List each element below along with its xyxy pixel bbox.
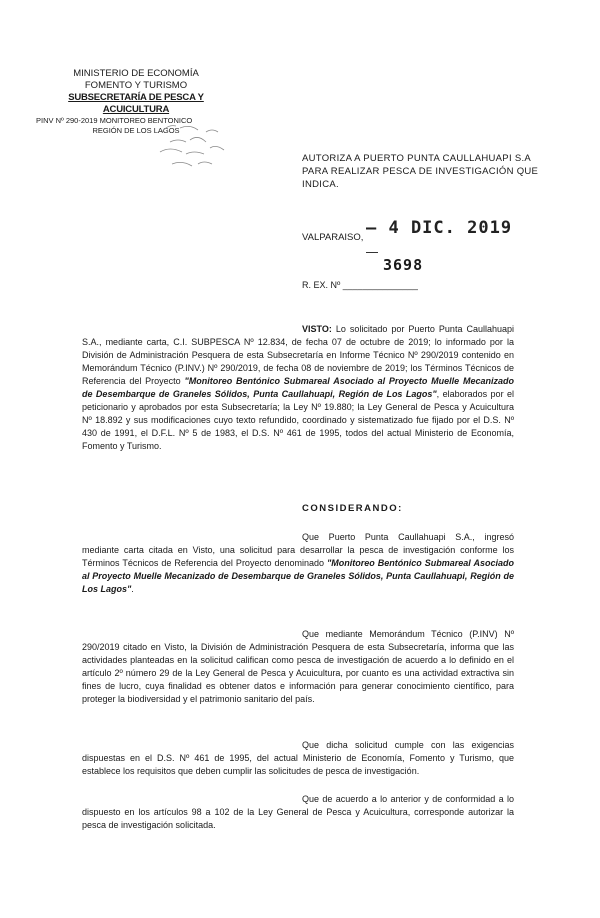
file-reference: PINV Nº 290-2019 MONITOREO BENTONICO [36,116,193,125]
considerando-paragraph-1 [82,531,514,596]
visto-paragraph [82,323,514,453]
considerando-paragraph-2 [82,628,514,706]
p2-text: Que mediante Memorándum Técnico (P.INV) Nº 290/2019 citado en Visto, la División de Administración Pesquera de esta Subsecretaría, informa que las actividades planteadas en la solicitud califican como pesca de investigación de acuerdo a lo definido en el artículo 2º número 29 de la Ley General de Pesca y Acuicultura, por cuanto es una actividad extractiva sin fines de lucro, cuya finalidad es obtener datos e información para generar conocimiento científico, para proteger la biodiversidad y el patrimonio sanitario del país. [82,629,514,704]
visto-label: VISTO: [302,324,332,334]
resolution-number: 3698 [383,256,424,274]
visto-text-2: , elaborados por el peticionario y aprobados por esta Subsecretaría; la Ley Nº 19.880; la Ley General de Pesca y Acuicultura Nº 18.892 y sus modificaciones cuyo texto refundido, coordinado y sistematizado fue fijado por el D.S. Nº 430 de 1991, el D.F.L. Nº 5 de 1983, el D.S. Nº 461 de 1995, todos del actual Ministerio de Economía, Fomento y Turismo. [82,389,514,451]
official-stamp [150,118,240,178]
date-stamp: – 4 DIC. 2019 [366,218,513,238]
subsecretary-name: SUBSECRETARÍA DE PESCA Y ACUICULTURA [68,92,204,115]
title-line-2: PARA REALIZAR PESCA DE INVESTIGACIÓN QUE [302,166,539,177]
region-name: REGIÓN DE LOS LAGOS [92,126,180,135]
p4-text: Que de acuerdo a lo anterior y de conformidad a lo dispuesto en los artículos 98 a 102 de la Ley General de Pesca y Acuicultura, corresponde autorizar la pesca de investigación solicitada. [82,794,514,830]
ministry-subtitle: FOMENTO Y TURISMO [84,80,188,91]
p1-project: "Monitoreo Bentónico Submareal Asociado al Proyecto Muelle Mecanizado de Desembarque de Graneles Sólidos, Punta Caullahuapi, Región de Los Lagos" [82,558,514,594]
p1-text-c: . [131,584,134,594]
title-line-3: INDICA. [302,179,339,190]
considerando-paragraph-4 [82,793,514,832]
number-dash [366,252,378,253]
place-label: VALPARAISO, [302,232,364,243]
considerando-paragraph-3 [82,739,514,778]
title-line-1: AUTORIZA A PUERTO PUNTA CAULLAHUAPI S.A [302,153,532,164]
rex-label: R. EX. Nº _______________ [302,280,418,290]
p3-text: Que dicha solicitud cumple con las exigencias dispuestas en el D.S. Nº 461 de 1995, del actual Ministerio de Economía, Fomento y Turismo, que establece los requisitos que deben cumplir las solicitudes de pesca de investigación. [82,740,514,776]
visto-text-1: Lo solicitado por Puerto Punta Caullahuapi S.A., mediante carta, C.I. SUBPESCA Nº 12.834, de fecha 07 de octubre de 2019; lo informado por la División de Administración Pesquera de esta Subsecretaría en Informe Técnico Nº 290/2019 contenido en Memorándum Técnico (P.INV.) Nº 290/2019, de fecha 08 de noviembre de 2019; los Términos Técnicos de Referencia del Proyecto [82,324,514,386]
visto-project: "Monitoreo Bentónico Submareal Asociado al Proyecto Muelle Mecanizado de Desembarque de Graneles Sólidos, Punta Caullahuapi, Región de Los Lagos" [82,376,514,399]
considerando-heading: CONSIDERANDO: [302,503,403,514]
resolution-title [302,152,552,191]
ministry-name: MINISTERIO DE ECONOMÍA [73,68,199,79]
p1-text-a: Que Puerto Punta Caullahuapi S.A., ingresó mediante carta citada en Visto, una solicitud para desarrollar la pesca de investigación conforme los Términos Técnicos de Referencia del Proyecto denominado [82,532,514,568]
